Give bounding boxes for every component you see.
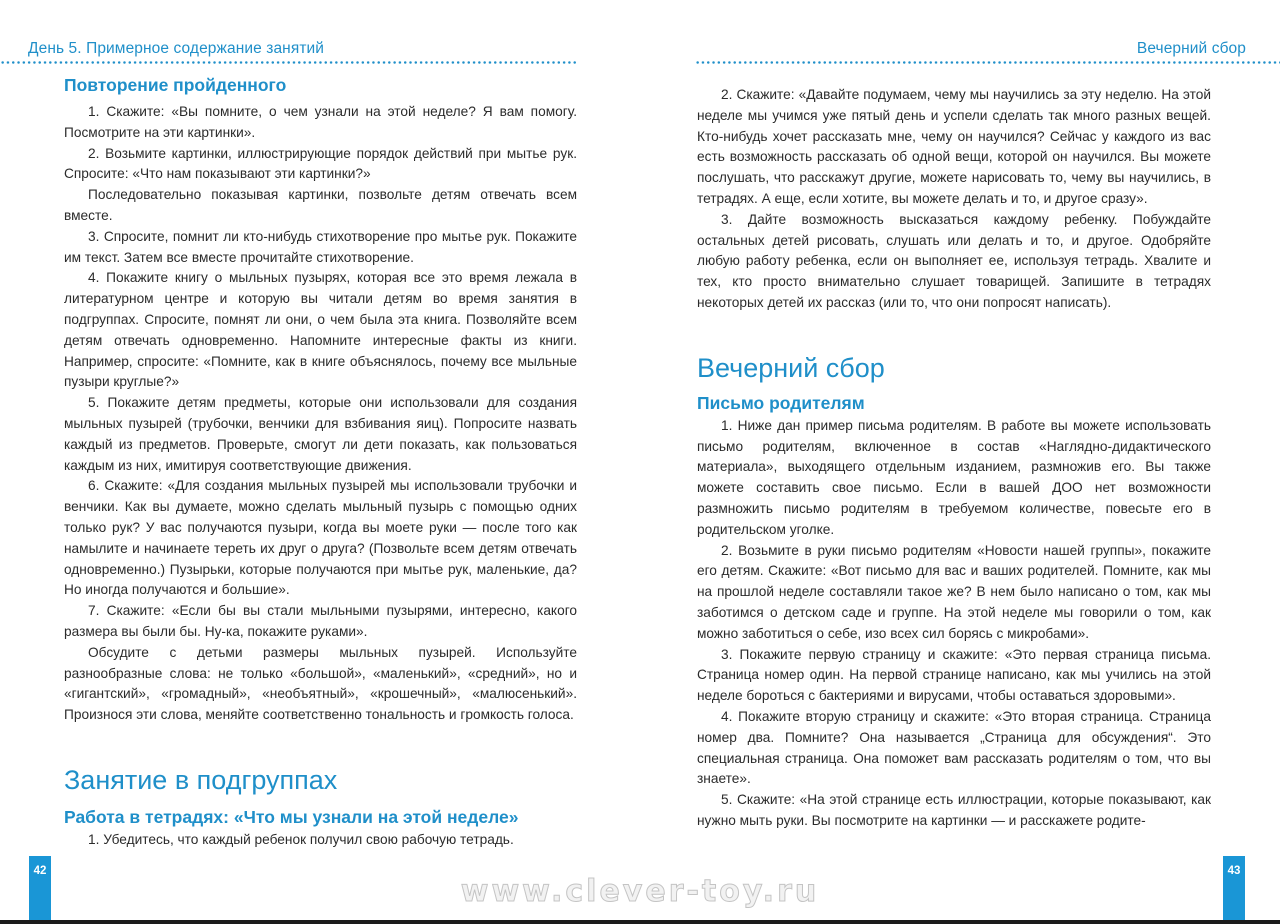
subsection-heading-workbooks: Работа в тетрадях: «Что мы узнали на этой неделе» <box>64 806 519 827</box>
running-head-left: День 5. Примерное содержание занятий <box>28 40 325 57</box>
section-heading-evening: Вечерний сбор <box>697 352 885 383</box>
paragraph: 1. Ниже дан пример письма родителям. В работе вы можете использовать письмо родителям, включенное в состав «Наглядно-дидактического материала», выходящего отдельным изданием, размножив его. Вы также можете составить свое письмо. Если в вашей ДОО нет возможности размножить письмо родителям в требуемом количестве, повесьте его в родительском уголке. <box>697 417 1211 537</box>
right-page-content <box>697 85 1211 832</box>
paragraph: 1. Скажите: «Вы помните, о чем узнали на этой неделе? Я вам помогу. Посмотрите на эти картинки». <box>64 104 577 140</box>
paragraph: 6. Скажите: «Для создания мыльных пузырей мы использовали трубочки и венчики. Как вы думаете, можно сделать мыльный пузырь с помощью одних только рук? У вас получаются пузыри, когда вы моете руки — после того как намылите и начинаете тереть их друг о друга? (Позвольте всем детям отвечать одновременно.) Пузырьки, которые получаются при мытье рук, маленькие, да? Но иногда получаются и большие». <box>64 478 577 598</box>
subsection-heading-letter: Письмо родителям <box>697 392 865 413</box>
page-number-42: 42 <box>29 856 51 920</box>
left-page-content <box>64 72 577 851</box>
paragraph: 3. Спросите, помнит ли кто-нибудь стихотворение про мытье рук. Покажите им текст. Затем все вместе прочитайте стихотворение. <box>64 228 577 265</box>
dotted-rule-left <box>0 61 577 64</box>
section-heading-review: Повторение пройденного <box>64 75 287 95</box>
watermark: www.clever-toy.ru <box>460 874 820 909</box>
bottom-border <box>0 920 1280 924</box>
right-page <box>640 0 1280 920</box>
paragraph: 4. Покажите книгу о мыльных пузырях, которая все это время лежала в литературном центре и которую вы читали детям во время занятия в подгруппах. Спросите, помнят ли они, о чем была эта книга. Позволяйте всем детям отвечать одновременно. Напомните интересные факты из книги. Например, спросите: «Помните, как в книге объяснялось, почему все мыльные пузыри круглые?» <box>64 270 577 390</box>
paragraph: 3. Покажите первую страницу и скажите: «Это первая страница письма. Страница номер один. На первой странице написано, как мы учились на этой неделе бороться с бактериями и вирусами, чтобы оставаться здоровыми». <box>697 646 1211 704</box>
paragraph: Последовательно показывая картинки, позвольте детям отвечать всем вместе. <box>64 187 577 223</box>
paragraph: 1. Убедитесь, что каждый ребенок получил свою рабочую тетрадь. <box>88 831 514 847</box>
left-page <box>0 0 640 920</box>
paragraph: 5. Скажите: «На этой странице есть иллюстрации, которые показывают, как нужно мыть руки. Вы посмотрите на картинки — и расскажете родите- <box>697 792 1211 828</box>
paragraph: 3. Дайте возможность высказаться каждому ребенку. Побуждайте остальных детей рисовать, слушать или делать и то, и другое. Одобряйте любую работу ребенка, если он выполняет ее, используя тетрадь. Хвалите и тех, кто просто внимательно слушает товарищей. Запишите в тетрадях некоторых детей их рассказ (или то, что они попросят написать). <box>697 211 1211 310</box>
paragraph: 7. Скажите: «Если бы вы стали мыльными пузырями, интересно, какого размера вы были бы. Ну-ка, покажите руками». <box>64 603 577 639</box>
paragraph: 2. Возьмите в руки письмо родителям «Новости нашей группы», покажите его детям. Скажите: «Вот письмо для вас и ваших родителей. Помните, как мы на прошлой неделе составляли такое же? В нем было написано о том, как мы заботимся о детском саде и группе. На этой неделе мы говорили о том, как можно заботиться о себе, изо всех сил борясь с микробами». <box>697 542 1211 641</box>
paragraph: 2. Возьмите картинки, иллюстрирующие порядок действий при мытье рук. Спросите: «Что нам показывают эти картинки?» <box>64 145 577 182</box>
running-head-right: Вечерний сбор <box>1136 40 1246 57</box>
page-number-43: 43 <box>1223 856 1245 920</box>
section-heading-subgroups: Занятие в подгруппах <box>64 764 338 795</box>
dotted-rule-right <box>695 61 1280 64</box>
paragraph: 4. Покажите вторую страницу и скажите: «Это вторая страница. Страница номер два. Помните? Она называется „Страница для обсуждения“. Это специальная страница. Она поможет вам рассказать родителям о том, что вы знаете». <box>697 708 1211 787</box>
paragraph: Обсудите с детьми размеры мыльных пузырей. Используйте разнообразные слова: не только «большой», «маленький», «средний», но и «гигантский», «громадный», «необъятный», «крошечный», «малюсенький». Произнося эти слова, меняйте соответственно тональность и громкость голоса. <box>64 644 577 723</box>
paragraph: 2. Скажите: «Давайте подумаем, чему мы научились за эту неделю. На этой неделе мы учимся уже пятый день и успели сделать так много разных вещей. Кто-нибудь хочет рассказать мне, чему он научился? Сейчас у каждого из вас есть возможность рассказать об одной вещи, которой он научился. Вы можете послушать, что расскажут другие, можете нарисовать то, чему вы научились, в тетрадях. А еще, если хотите, вы можете делать и то, и другое сразу». <box>697 87 1211 206</box>
paragraph: 5. Покажите детям предметы, которые они использовали для создания мыльных пузырей (трубочки, венчики для взбивания яиц). Попросите назвать каждый из предметов. Проверьте, смогут ли дети показать, как пользоваться каждым из них, имитируя соответствующие движения. <box>64 395 577 473</box>
